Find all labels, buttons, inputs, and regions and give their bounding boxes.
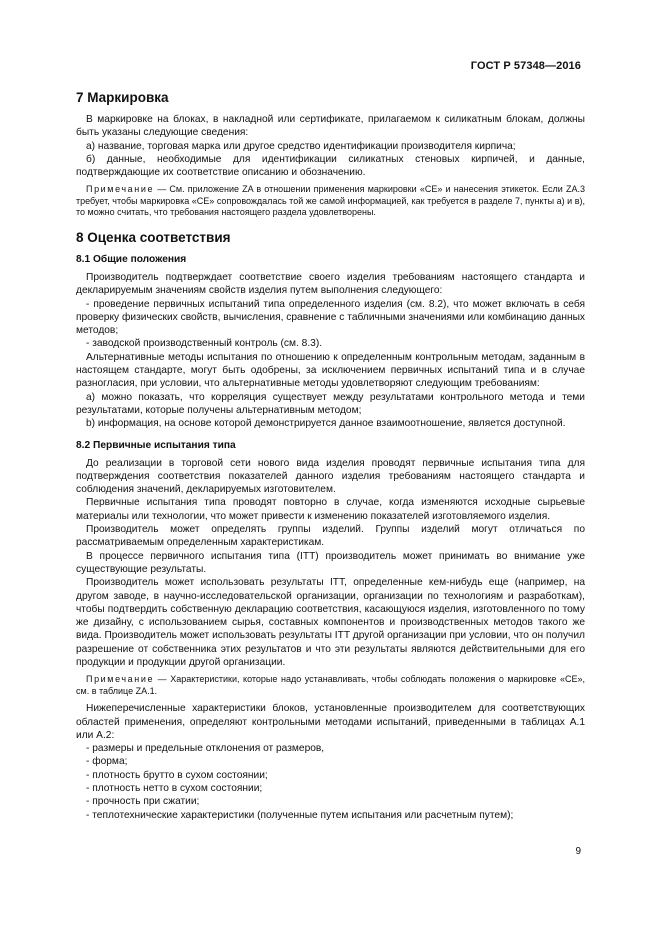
section-7-note [76,184,585,219]
s82-paragraph-3: Производитель может определять группы изделий. Группы изделий могут отличаться по рассматриваемым определенным характеристикам. [76,524,585,549]
s81-paragraph-2: Альтернативные методы испытания по отношению к определенным контрольным методам, заданным в настоящем стандарте, могут быть одобрены, за исключением первичных испытаний типа и в случае разногласия, при условии, что альтернативные методы удовлетворяют следующим требованиям: [76,351,585,390]
page-number: 9 [575,846,581,857]
section-7-title: 7 Маркировка [76,90,169,105]
note-label: Примечание [86,184,155,195]
s82-paragraph-4: В процессе первичного испытания типа (ITT) производитель может принимать во внимание уже существующие результаты. [76,550,585,575]
list-item: - плотность нетто в сухом состоянии; [86,783,263,795]
list-item: - прочность при сжатии; [86,796,200,808]
s81-paragraph-1: Производитель подтверждает соответствие своего изделия требованиям настоящего стандарта и декларируемым значениям свойств изделия путем выполнения следующего: [76,271,585,297]
s81-item-b: b) информация, на основе которой демонстрируется данное взаимоотношение, является доступной. [86,418,566,430]
list-item: - теплотехнические характеристики (полученные путем испытания или расчетным путем); [86,809,514,821]
s82-paragraph-2: Первичные испытания типа проводят повторно в случае, когда изменяются исходные сырьевые материалы или технологии, что может привести к изменению показателей изготовляемого изделия. [76,497,585,522]
section-7-item-b: б) данные, необходимые для идентификации силикатных стеновых кирпичей, и данные, подтверждающие их соответствие описанию и обозначению. [76,153,585,179]
section-7-paragraph: В маркировке на блоках, в накладной или сертификате, прилагаемом к силикатным блокам, должны быть указаны следующие сведения: [76,114,585,139]
section-8-title: 8 Оценка соответствия [76,229,231,245]
list-item: - размеры и предельные отклонения от размеров, [86,743,325,755]
section-7-item-a: а) название, торговая марка или другое средство идентификации производителя кирпича; [86,140,516,152]
subsection-8-2-title: 8.2 Первичные испытания типа [76,439,236,451]
note-label: Примечание [86,674,155,685]
s81-bullet-1: - проведение первичных испытаний типа определенного изделия (см. 8.2), что может включать в себя проверку физических свойств, вычисления, сравнение с табличными значениями или комбинацию данных методов; [76,298,585,337]
s81-item-a: а) можно показать, что корреляция существует между результатами контрольного метода и теми результатами, которые получены альтернативным методом; [76,391,585,416]
list-item: - форма; [86,756,128,768]
s82-paragraph-6: Нижеперечисленные характеристики блоков, установленные производителем для соответствующих областей применения, определяют контрольными методами испытаний, приведенными в таблицах А.1 или А.2: [76,703,585,741]
document-code-header: ГОСТ Р 57348—2016 [470,60,581,72]
s82-paragraph-1: До реализации в торговой сети нового вида изделия проводят первичные испытания типа для подтверждения соответствия показателей данного изделия требованиям настоящего стандарта и соблюдения значений, декларируемых изготовителем. [76,457,585,496]
list-item: - плотность брутто в сухом состоянии; [86,769,268,781]
note-text: — См. приложение ZA в отношении применения маркировки «CE» и нанесения этикеток. Если ZA.3 требует, чтобы маркировка «CE» сопровождалась той же самой информацией, как требуется в разделе 7, пункты а) и в), то можно считать, что требования настоящего раздела удовлетворены. [76,184,585,218]
note-text: — Характеристики, которые надо устанавливать, чтобы соблюдать положения о маркировке «CE», см. в таблице ZA.1. [76,674,585,696]
section-8-note [76,674,585,697]
s82-paragraph-5: Производитель может использовать результаты ITT, определенные кем-нибудь еще (например, на другом заводе, в научно-исследовательской организации, организации по технологиям и разработкам), чтобы подтвердить собственную декларацию соответствия, касающуюся изделия, изготовленного по тому же дизайну, с использованием сырья, составных компонентов и производственных методов такого же вида. Производитель может использовать результаты ITT другой организации при условии, что он получил разрешение от собственника этих результатов и что эти результаты являются действительными для его продукции и продукции другой организации. [76,577,585,668]
subsection-8-1-title: 8.1 Общие положения [76,253,187,265]
page-content [76,90,585,822]
s81-bullet-2: - заводской производственный контроль (см. 8.3). [86,338,323,350]
